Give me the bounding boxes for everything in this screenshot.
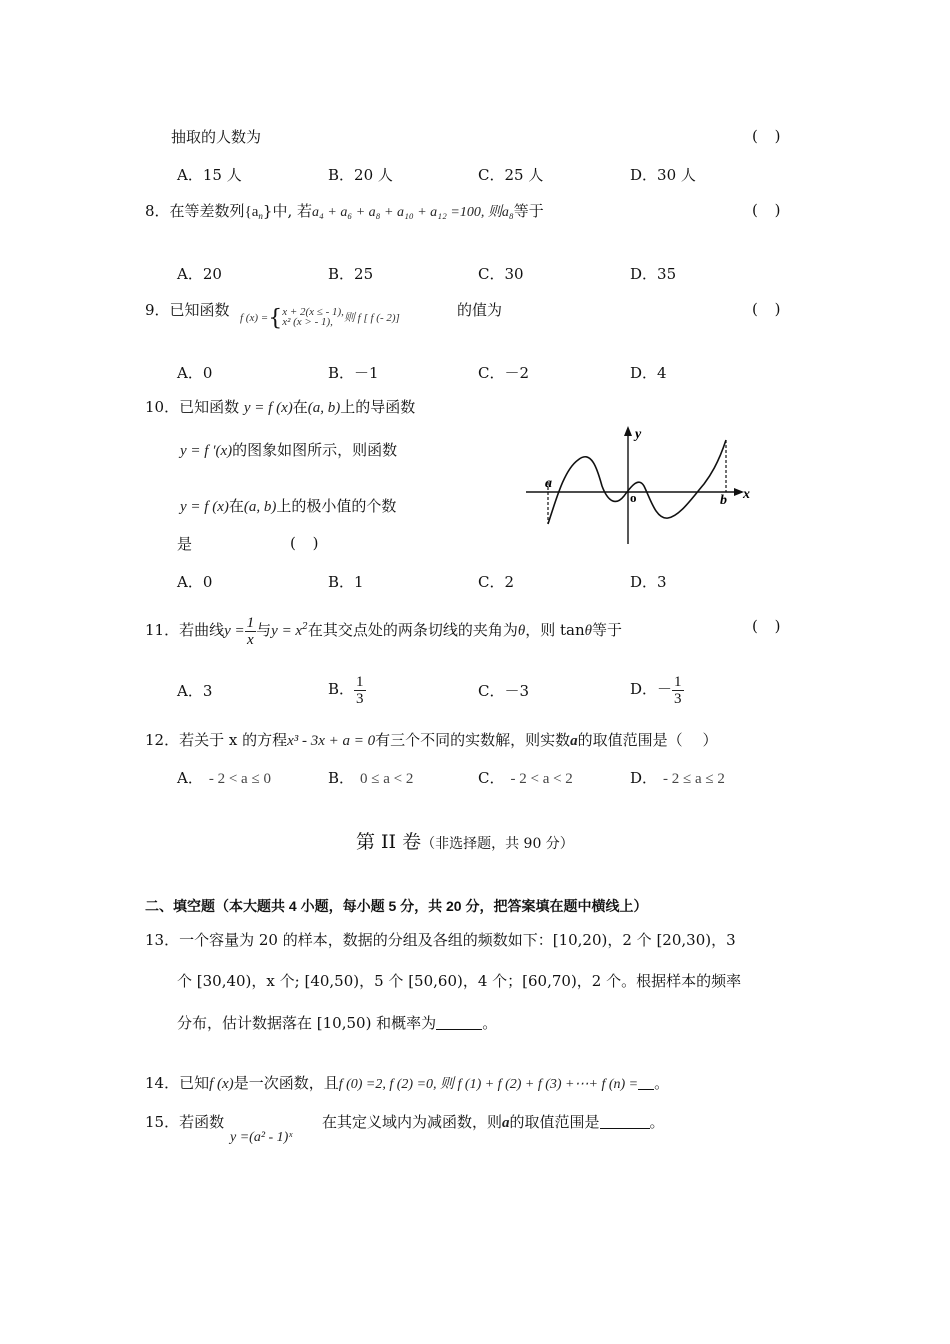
- question-number: 9．: [145, 301, 170, 319]
- question-14: 14．已知f (x)是一次函数，且f (0) =2, f (2) =0, 则 f (1) + f (2) + f (3) +⋯+ f (n) = 。: [145, 1074, 670, 1092]
- question-number: 12．: [145, 731, 180, 749]
- option-c: C．2: [478, 573, 515, 591]
- answer-paren: ( ): [752, 127, 787, 145]
- question-13-line1: 13．一个容量为 20 的样本，数据的分组及各组的频数如下：[10,20)，2 个 [20,30)，3: [145, 931, 736, 949]
- equation: a₄ + a₆ + a₈ + a₁₀ + a₁₂ =100, 则: [312, 205, 502, 220]
- function-expression: y =(a² - 1)ˣ: [230, 1130, 293, 1145]
- piecewise-function: f (x) ={ x + 2(x ≤ - 1), x² (x > - 1), 则 f [ f (- 2)]: [240, 306, 400, 331]
- question-13-line2: 个 [30,40)，x 个; [40,50)，5 个 [50,60)，4 个；[60,70)，2 个。根据样本的频率: [177, 972, 742, 990]
- question-text: 已知函数: [169, 301, 230, 319]
- section-title: 第 II 卷（非选择题，共 90 分）: [356, 831, 574, 853]
- question-text: 等于: [513, 202, 544, 220]
- part-header: 二、填空题（本大题共 4 小题，每小题 5 分，共 20 分，把答案填在题中横线上）: [145, 898, 648, 914]
- question-15-tail: 在其定义域内为减函数，则a的取值范围是 。: [322, 1113, 665, 1131]
- answer-paren: ( ): [752, 617, 787, 635]
- y-label: y: [635, 427, 642, 442]
- answer-blank[interactable]: [600, 1114, 650, 1129]
- option-d: D．－ $\frac{1}{3}$: [630, 673, 682, 707]
- option-b: B． 0 ≤ a < 2: [328, 769, 414, 787]
- question-13-line3: 分布，估计数据落在 [10,50) 和概率为 。: [177, 1014, 498, 1032]
- fraction: $\frac{1}{3}$: [674, 673, 682, 707]
- option-b: B．1: [328, 573, 364, 591]
- question-11: 11．若曲线y = $\frac{1}{x}$ 与$y = x^2$在其交点处的两条切线的夹角为θ，则 tanθ等于: [145, 614, 623, 648]
- option-c: C． - 2 < a < 2: [478, 769, 573, 787]
- option-c: C．－2: [478, 364, 530, 382]
- option-d: D．30 人: [630, 166, 696, 184]
- variable: a₈: [501, 205, 514, 220]
- option-a: A．15 人: [177, 166, 242, 184]
- option-d: D．35: [630, 265, 677, 283]
- question-text: }中, 若: [262, 202, 313, 220]
- derivative-graph: [520, 420, 760, 560]
- option-a: A．20: [177, 265, 222, 283]
- option-c: C．25 人: [478, 166, 544, 184]
- question-10-line2: y = f ′(x)的图象如图所示，则函数: [180, 441, 398, 459]
- y-axis-arrow: [624, 426, 632, 436]
- question-number: 15．: [145, 1113, 180, 1131]
- question-text: 的值为: [457, 301, 503, 319]
- b-label: b: [720, 493, 727, 508]
- option-b: B．20 人: [328, 166, 393, 184]
- option-b: B．－1: [328, 364, 379, 382]
- question-8: [145, 201, 544, 226]
- x-label: x: [743, 487, 750, 502]
- question-15: 15．若函数: [145, 1113, 225, 1131]
- question-10-line3: y = f (x)在(a, b)上的极小值的个数: [180, 497, 397, 515]
- question-number: 14．: [145, 1074, 180, 1092]
- question-number: 13．: [145, 931, 180, 949]
- option-b: B． $\frac{1}{3}$: [328, 673, 364, 707]
- question-number: 10．: [145, 398, 180, 416]
- fraction: $\frac{1}{x}$: [246, 614, 255, 648]
- option-a: A．0: [177, 573, 213, 591]
- option-b: B．25: [328, 265, 374, 283]
- question-10-line4: 是: [177, 535, 193, 553]
- answer-paren: ( ): [752, 300, 787, 318]
- derivative-curve: [548, 440, 726, 524]
- answer-paren: ( ): [752, 201, 787, 219]
- answer-paren: ( ): [290, 534, 325, 552]
- option-a: A．3: [177, 682, 213, 700]
- question-text: 在等差数列: [169, 202, 245, 220]
- option-d: D．3: [630, 573, 667, 591]
- fraction: $\frac{1}{3}$: [356, 673, 364, 707]
- question-7-tail: 抽取的人数为: [171, 128, 262, 146]
- question-10-line1: 10．已知函数 y = f (x)在(a, b)上的导函数: [145, 398, 416, 416]
- option-a: A． - 2 < a ≤ 0: [177, 769, 271, 787]
- option-d: D．4: [630, 364, 667, 382]
- option-c: C．－3: [478, 682, 530, 700]
- question-number: 8．: [145, 202, 170, 220]
- question-9: [145, 300, 230, 320]
- answer-blank[interactable]: [638, 1075, 654, 1090]
- answer-blank[interactable]: [436, 1015, 482, 1030]
- option-a: A．0: [177, 364, 213, 382]
- question-12: 12．若关于 x 的方程x³ - 3x + a = 0有三个不同的实数解，则实数a的取值范围是（ ）: [145, 731, 718, 749]
- question-number: 11．: [145, 621, 180, 639]
- origin-label: o: [630, 490, 637, 505]
- option-d: D． - 2 ≤ a ≤ 2: [630, 769, 725, 787]
- option-c: C．30: [478, 265, 524, 283]
- sequence-notation: {$a_n$: [244, 204, 263, 221]
- a-label: a: [545, 476, 552, 491]
